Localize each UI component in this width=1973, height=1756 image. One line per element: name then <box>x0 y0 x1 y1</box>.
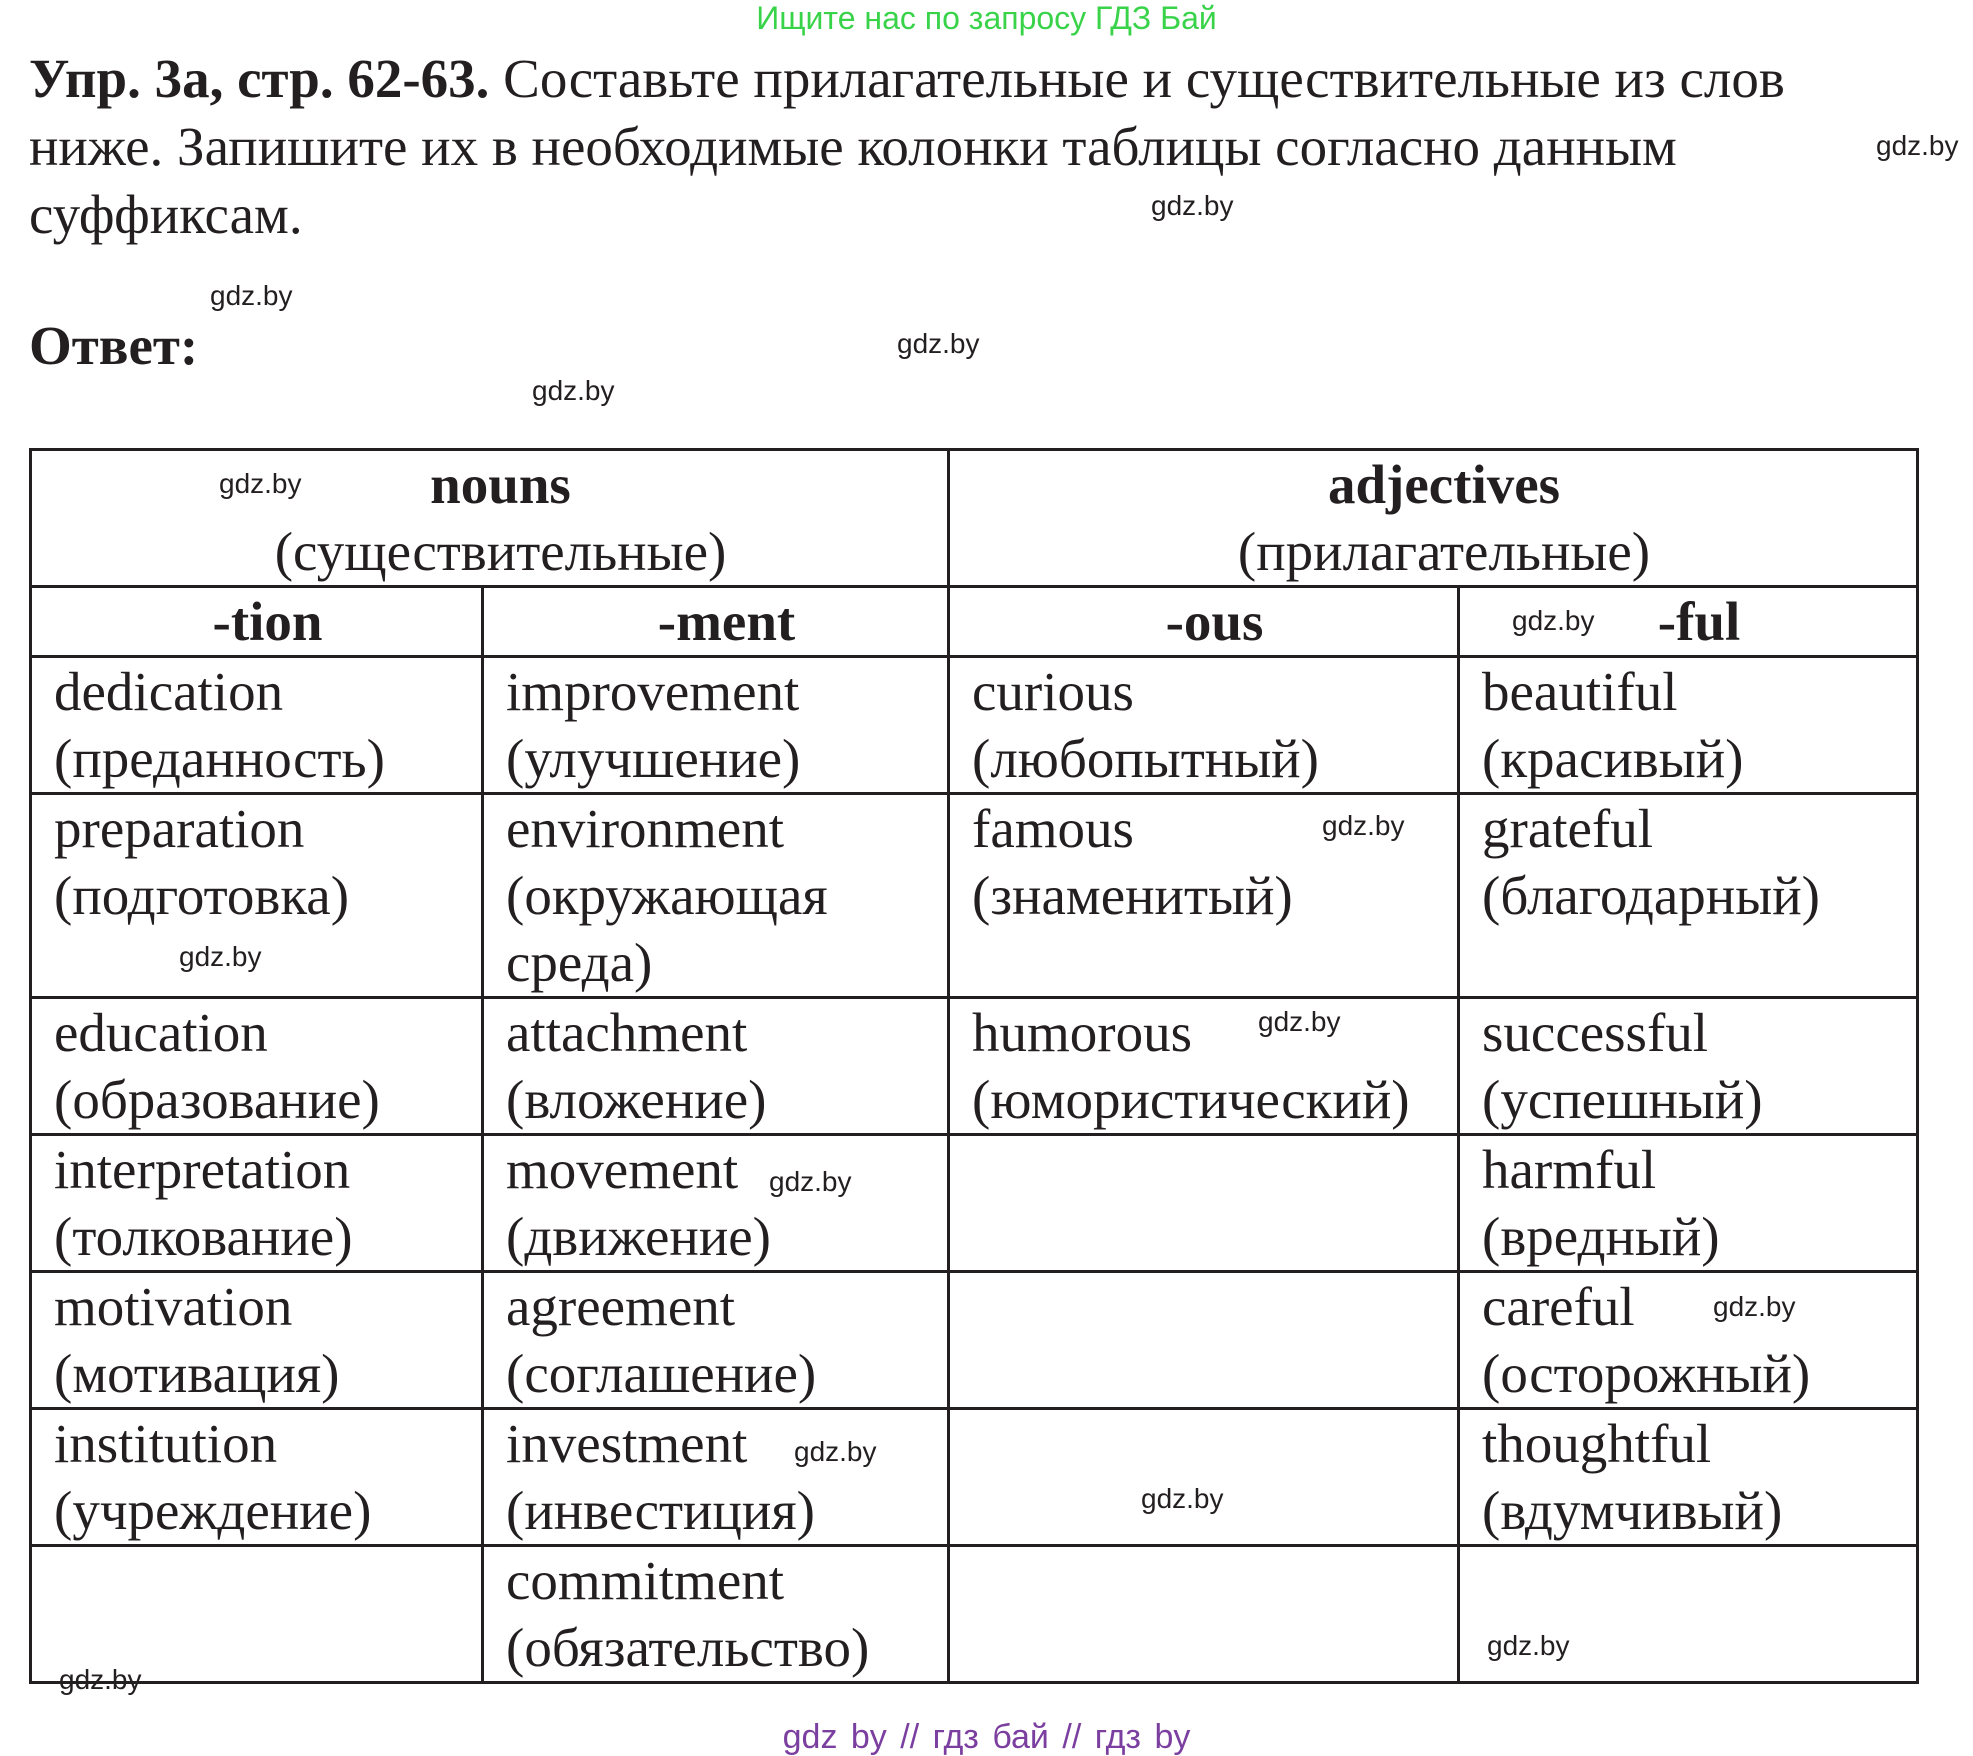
table-cell <box>1459 998 1918 1135</box>
nouns-subtitle: (существительные) <box>274 521 727 582</box>
cell-word: dedication <box>54 661 284 722</box>
cell-translation: (осторожный) <box>1482 1343 1811 1404</box>
watermark: gdz.by <box>532 375 615 406</box>
watermark: gdz.by <box>1876 130 1959 161</box>
cell-word: successful <box>1482 1002 1709 1063</box>
cell-word: institution <box>54 1413 278 1474</box>
table-cell <box>949 1272 1459 1409</box>
table-cell <box>1459 794 1918 998</box>
cell-translation: (улучшение) <box>506 728 801 789</box>
cell-translation: (окружающая среда) <box>506 865 828 993</box>
cell-word: preparation <box>54 798 305 859</box>
cell-translation: (соглашение) <box>506 1343 817 1404</box>
table-cell <box>31 1409 483 1546</box>
table-cell <box>1459 1272 1918 1409</box>
cell-translation: (любопытный) <box>972 728 1319 789</box>
cell-translation: (вредный) <box>1482 1206 1720 1267</box>
cell-translation: (подготовка) <box>54 865 350 926</box>
table-cell <box>483 794 949 998</box>
watermark: gdz.by <box>1151 190 1234 221</box>
watermark: gdz.by <box>1322 810 1405 841</box>
table-row <box>31 1135 1918 1272</box>
cell-translation: (толкование) <box>54 1206 353 1267</box>
table-row <box>31 794 1918 998</box>
top-banner: Ищите нас по запросу ГДЗ Бай <box>756 0 1217 36</box>
cell-word: agreement <box>506 1276 736 1337</box>
watermark: gdz.by <box>1713 1291 1796 1322</box>
suffix-ment: -ment <box>483 587 949 657</box>
cell-translation: (успешный) <box>1482 1069 1763 1130</box>
cell-word: grateful <box>1482 798 1654 859</box>
table-cell <box>31 998 483 1135</box>
watermark: gdz.by <box>794 1436 877 1467</box>
cell-word: attachment <box>506 1002 748 1063</box>
table-cell <box>483 998 949 1135</box>
cell-translation: (образование) <box>54 1069 380 1130</box>
adjectives-subtitle: (прилагательные) <box>1237 521 1651 582</box>
table-row <box>31 1272 1918 1409</box>
cell-translation: (красивый) <box>1482 728 1744 789</box>
table-row <box>31 657 1918 794</box>
table-cell <box>31 1546 483 1683</box>
watermark: gdz.by <box>769 1166 852 1197</box>
table-cell <box>949 998 1459 1135</box>
table-cell <box>949 1135 1459 1272</box>
table-cell <box>949 1546 1459 1683</box>
table-row <box>31 1546 1918 1683</box>
task-statement <box>29 45 1899 249</box>
cell-translation: (преданность) <box>54 728 385 789</box>
watermark: gdz.by <box>1258 1006 1341 1037</box>
watermark: gdz.by <box>179 941 262 972</box>
watermark: gdz.by <box>210 280 293 311</box>
table-cell <box>483 1409 949 1546</box>
answer-label: Ответ: <box>29 315 199 376</box>
watermark: gdz.by <box>59 1664 142 1695</box>
suffix-table <box>29 448 1919 1684</box>
task-label: Упр. 3а, стр. 62-63. <box>29 48 490 109</box>
table-cell <box>1459 657 1918 794</box>
table-cell <box>31 1272 483 1409</box>
table-cell <box>483 1272 949 1409</box>
suffix-tion: -tion <box>31 587 483 657</box>
cell-word: education <box>54 1002 268 1063</box>
cell-word: investment <box>506 1413 748 1474</box>
cell-word: improvement <box>506 661 800 722</box>
cell-word: harmful <box>1482 1139 1657 1200</box>
table-cell <box>1459 1135 1918 1272</box>
table-cell <box>483 657 949 794</box>
cell-word: interpretation <box>54 1139 351 1200</box>
table-cell <box>31 657 483 794</box>
watermark: gdz.by <box>897 328 980 359</box>
cell-word: beautiful <box>1482 661 1678 722</box>
cell-translation: (инвестиция) <box>506 1480 815 1541</box>
cell-translation: (мотивация) <box>54 1343 340 1404</box>
adjectives-title: adjectives <box>1327 454 1561 515</box>
cell-translation: (благодарный) <box>1482 865 1820 926</box>
table-cell <box>1459 1409 1918 1546</box>
watermark: gdz.by <box>219 468 302 499</box>
table-cell <box>31 1135 483 1272</box>
nouns-title: nouns <box>430 454 571 515</box>
adjectives-header <box>949 450 1918 587</box>
table-cell <box>483 1135 949 1272</box>
cell-word: commitment <box>506 1550 785 1611</box>
table-cell <box>949 657 1459 794</box>
cell-word: humorous <box>972 1002 1193 1063</box>
cell-word: environment <box>506 798 784 859</box>
table-row <box>31 1409 1918 1546</box>
cell-word: motivation <box>54 1276 293 1337</box>
cell-translation: (юмористический) <box>972 1069 1410 1130</box>
cell-word: famous <box>972 798 1134 859</box>
watermark: gdz.by <box>1141 1483 1224 1514</box>
suffix-row <box>31 587 1918 657</box>
cell-translation: (вдумчивый) <box>1482 1480 1783 1541</box>
cell-word: curious <box>972 661 1134 722</box>
watermark: gdz.by <box>1512 605 1595 636</box>
cell-word: movement <box>506 1139 739 1200</box>
cell-word: thoughtful <box>1482 1413 1712 1474</box>
watermark: gdz.by <box>1487 1630 1570 1661</box>
table-header-row <box>31 450 1918 587</box>
cell-translation: (учреждение) <box>54 1480 372 1541</box>
cell-translation: (обязательство) <box>506 1617 870 1678</box>
cell-translation: (движение) <box>506 1206 771 1267</box>
bottom-footer: gdz by // гдз бай // гдз by <box>782 1718 1191 1756</box>
cell-word: careful <box>1482 1276 1635 1337</box>
cell-translation: (вложение) <box>506 1069 767 1130</box>
suffix-ous: -ous <box>949 587 1459 657</box>
suffix-ful: -ful <box>1459 587 1918 657</box>
task-text: Составьте прилагательные и существительные из слов ниже. Запишите их в необходимые колонки таблицы согласно данным суффиксам. <box>29 48 1785 245</box>
table-row <box>31 998 1918 1135</box>
cell-translation: (знаменитый) <box>972 865 1293 926</box>
nouns-header <box>31 450 949 587</box>
table-cell <box>949 1409 1459 1546</box>
table-cell <box>483 1546 949 1683</box>
